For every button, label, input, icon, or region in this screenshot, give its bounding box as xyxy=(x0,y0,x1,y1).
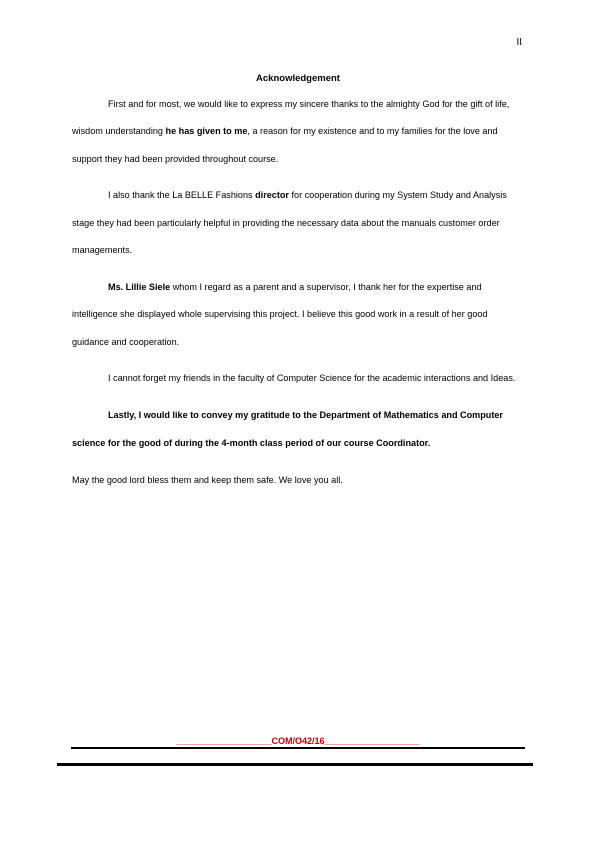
paragraph-thanks-friends: I cannot forget my friends in the faculty of Computer Science for the academic interactions and Ideas. xyxy=(108,373,516,384)
paragraph-thanks-director xyxy=(72,182,524,264)
paragraph-text: I also thank the La BELLE Fashions xyxy=(108,190,256,201)
paragraph-thanks-supervisor xyxy=(72,274,524,356)
paragraph-thanks-department: Lastly, I would like to convey my gratitude to the Department of Mathematics and Computer science for the good of during the 4-month class period of our course Coordinator. xyxy=(72,410,503,448)
paragraph-text: First and for most, we would like to express my sincere thanks to the almighty God for the gift of life, wisdom understanding xyxy=(72,99,510,137)
footer-divider-thin xyxy=(71,747,525,749)
supervisor-name: Ms. Lillie Siele xyxy=(108,281,171,292)
footer-document-code: ___________________COM/O42/16___________________ xyxy=(176,736,420,746)
bold-text: director xyxy=(255,190,289,201)
document-body xyxy=(72,91,524,503)
page-number: II xyxy=(516,37,522,48)
bold-text: he has given to me xyxy=(165,126,248,137)
paragraph-closing: May the good lord bless them and keep them safe. We love you all. xyxy=(72,474,343,485)
paragraph-thanks-god xyxy=(72,91,524,173)
footer-divider-thick xyxy=(57,763,533,766)
paragraph-text: whom I regard as a parent and a supervisor, I thank her for the expertise and intelligence she displayed whole supervising this project. I believe this good work in a result of her good guidance and cooperation. xyxy=(72,281,488,347)
paragraph-text: , a reason for my existence and to my families for the love and support they had been provided throughout course. xyxy=(72,126,498,164)
page-title: Acknowledgement xyxy=(256,73,340,84)
paragraph-text: for cooperation during my System Study and Analysis stage they had been particularly helpful in providing the necessary data about the manuals customer order managements. xyxy=(72,190,507,256)
